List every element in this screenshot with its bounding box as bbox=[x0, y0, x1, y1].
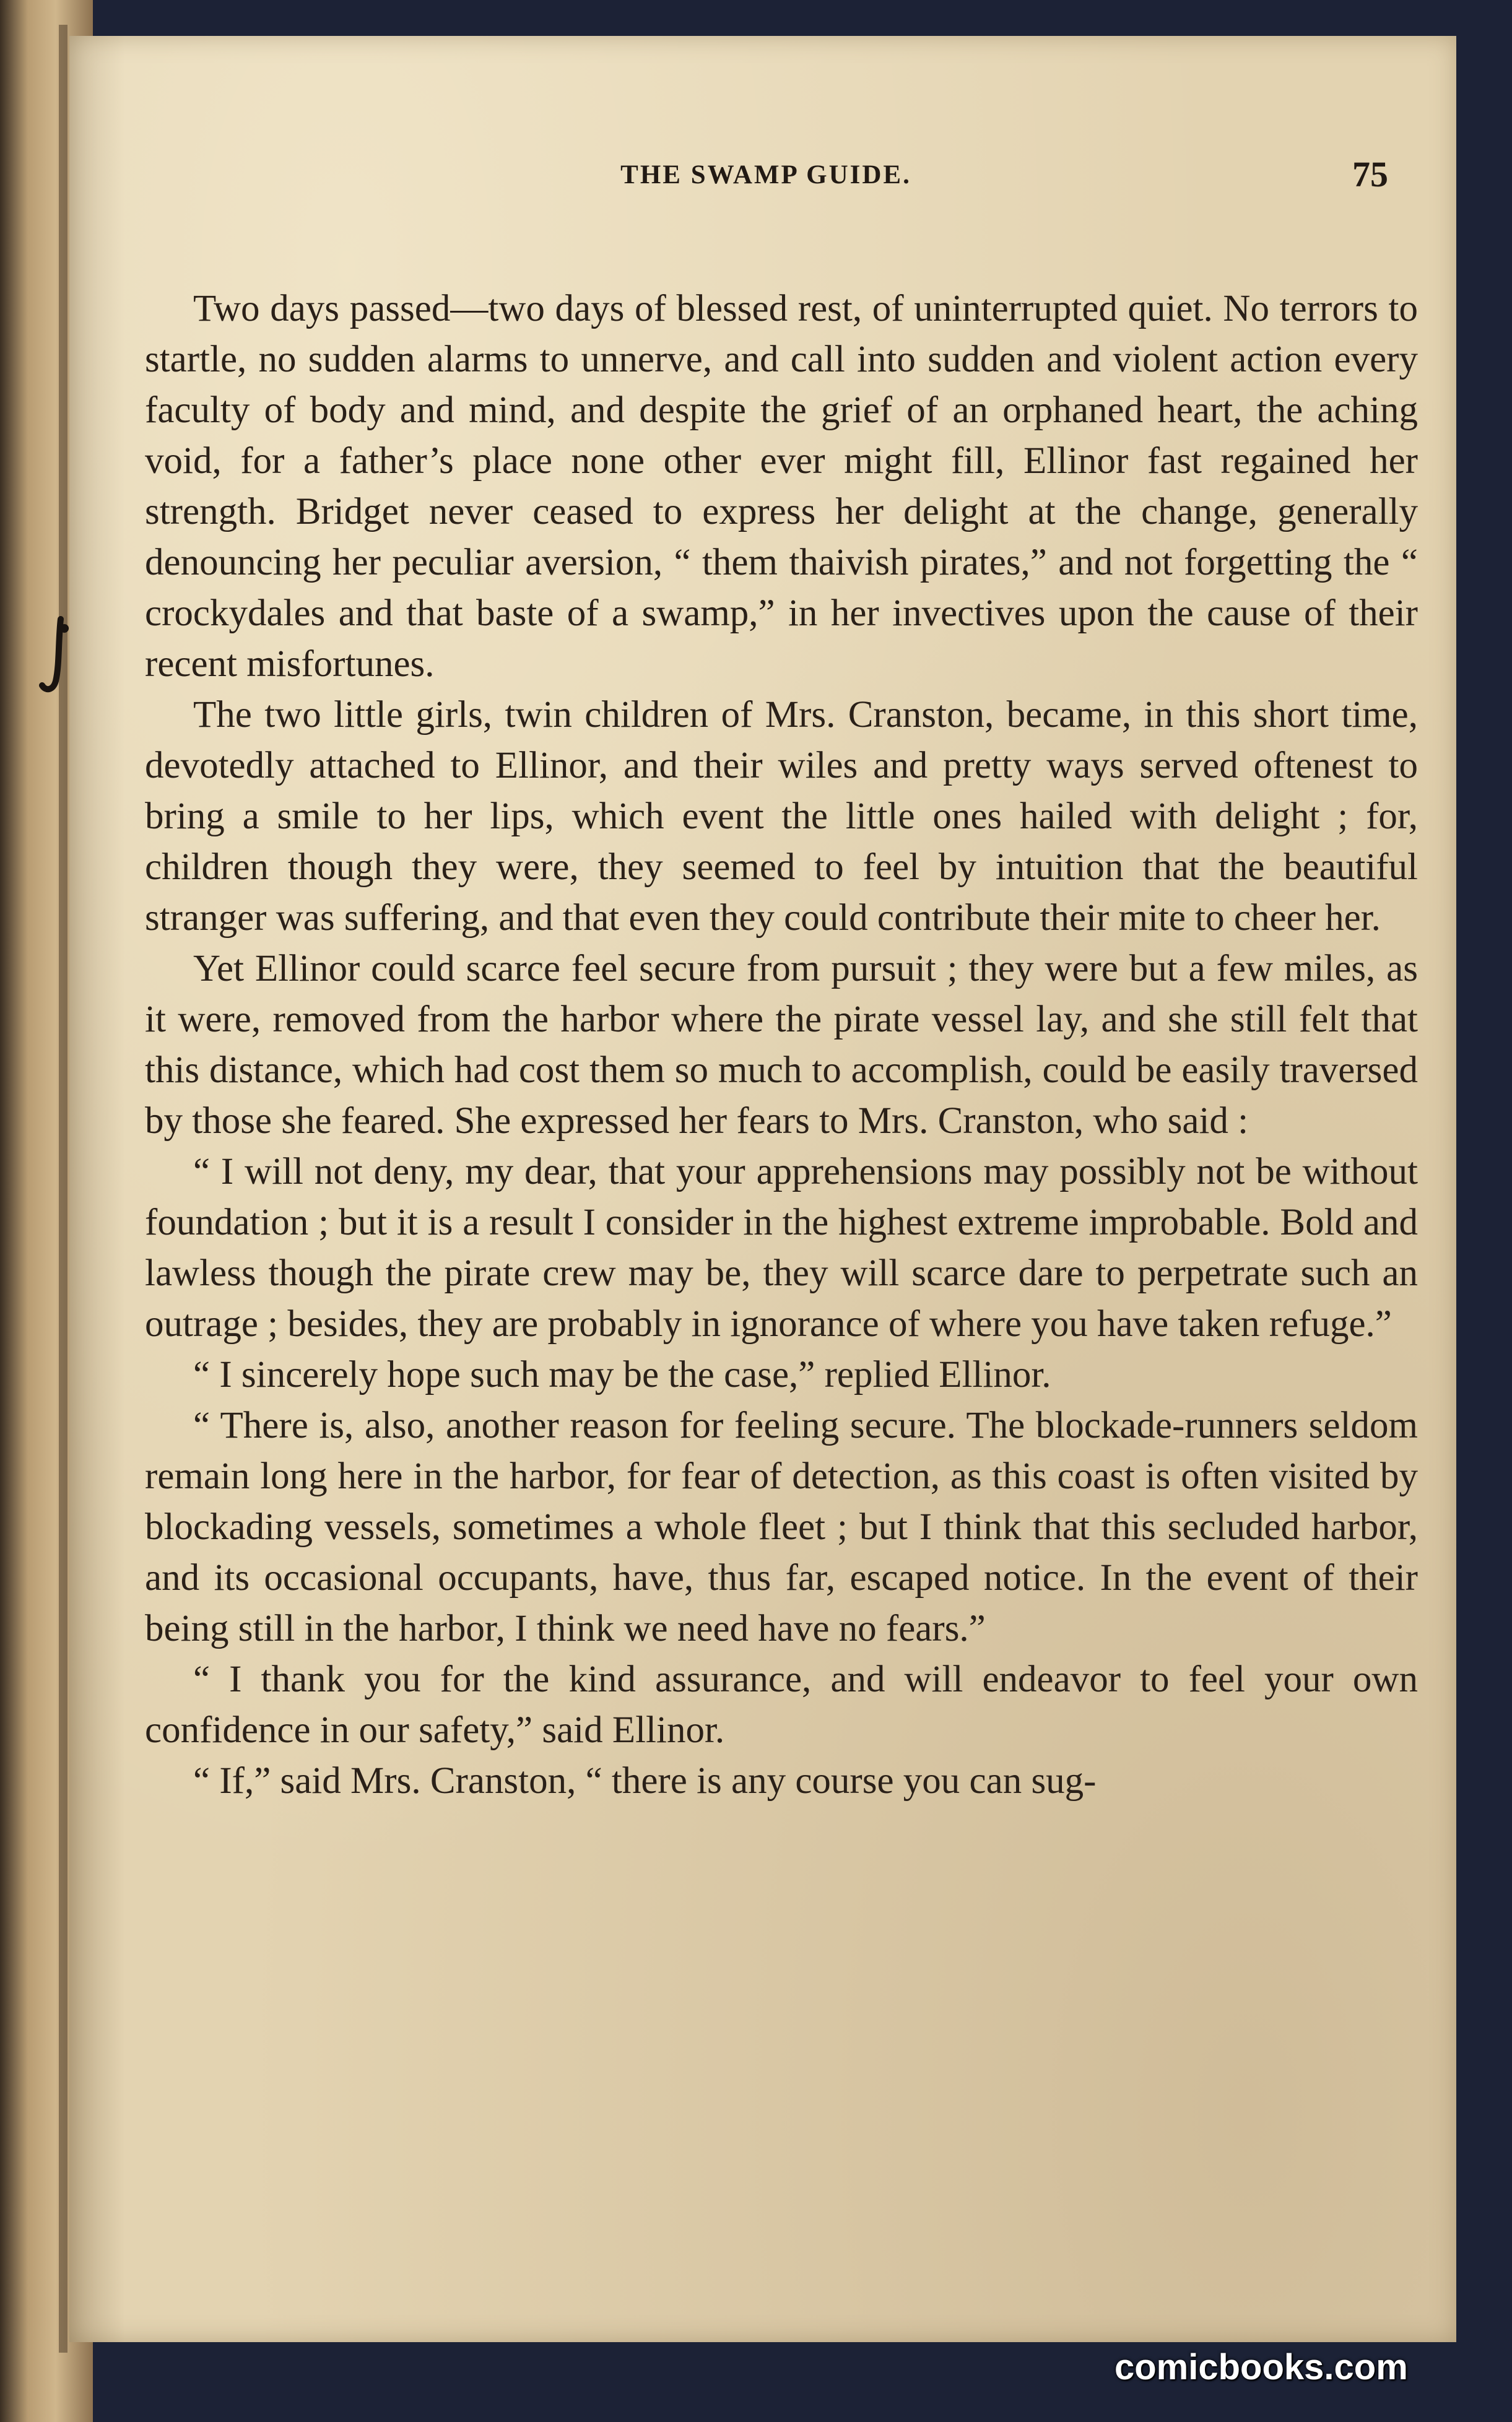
paragraph: Yet Ellinor could scarce feel secure from pursuit ; they were but a few miles, as it were, removed from the harbor where the pirate vessel lay, and she still felt that this distance, which had cost them so much to accomplish, could be easily traversed by those she feared. She expressed her fears to Mrs. Cranston, who said : bbox=[145, 948, 1418, 1142]
page-number: 75 bbox=[1352, 154, 1388, 194]
paragraph: Two days passed—two days of blessed rest, of uninterrupted quiet. No terrors to startle, no sudden alarms to unnerve, and call into sudden and violent action every faculty of body and mind, and despite the grief of an orphaned heart, the aching void, for a father’s place none other ever might fill, Ellinor fast regained her strength. Bridget never ceased to express her delight at the change, generally denouncing her peculiar aversion, “ them thaivish pirates,” and not forgetting the “ crockydales and that baste of a swamp,” in her invectives upon the cause of their recent misfortunes. bbox=[145, 288, 1418, 685]
paragraph: “ I thank you for the kind assurance, and will endeavor to feel your own confidence in our safety,” said Ellinor. bbox=[145, 1659, 1418, 1751]
paragraph: “ I will not deny, my dear, that your apprehensions may possibly not be without foundation ; but it is a result I consider in the highest extreme improbable. Bold and lawless though the pirate crew may be, they will scarce dare to perpetrate such an outrage ; besides, they are probably in ignorance of where you have taken refuge.” bbox=[145, 1151, 1418, 1345]
paragraph: “ If,” said Mrs. Cranston, “ there is any course you can sug- bbox=[193, 1760, 1097, 1802]
body-text bbox=[145, 284, 1418, 1807]
paragraph: “ There is, also, another reason for feeling secure. The blockade-runners seldom remain long here in the harbor, for fear of detection, as this coast is often visited by blockading vessels, sometimes a whole fleet ; but I think that this secluded harbor, and its occasional occupants, have, thus far, escaped notice. In the event of their being still in the harbor, I think we need have no fears.” bbox=[145, 1405, 1418, 1649]
ink-mark-icon bbox=[37, 616, 74, 697]
spine-edge bbox=[59, 25, 67, 2353]
paragraph: The two little girls, twin children of Mrs. Cranston, became, in this short time, devotedly attached to Ellinor, and their wiles and pretty ways served oftenest to bring a smile to her lips, which event the little ones hailed with delight ; for, children though they were, they seemed to feel by intuition that the beautiful stranger was suffering, and that even they could contribute their mite to cheer her. bbox=[145, 694, 1418, 939]
page-header bbox=[144, 154, 1388, 209]
watermark-logo: comicbooks.com bbox=[1114, 2347, 1408, 2387]
running-title: THE SWAMP GUIDE. bbox=[620, 160, 911, 189]
paragraph: “ I sincerely hope such may be the case,” replied Ellinor. bbox=[193, 1354, 1051, 1395]
book-page bbox=[69, 36, 1456, 2342]
